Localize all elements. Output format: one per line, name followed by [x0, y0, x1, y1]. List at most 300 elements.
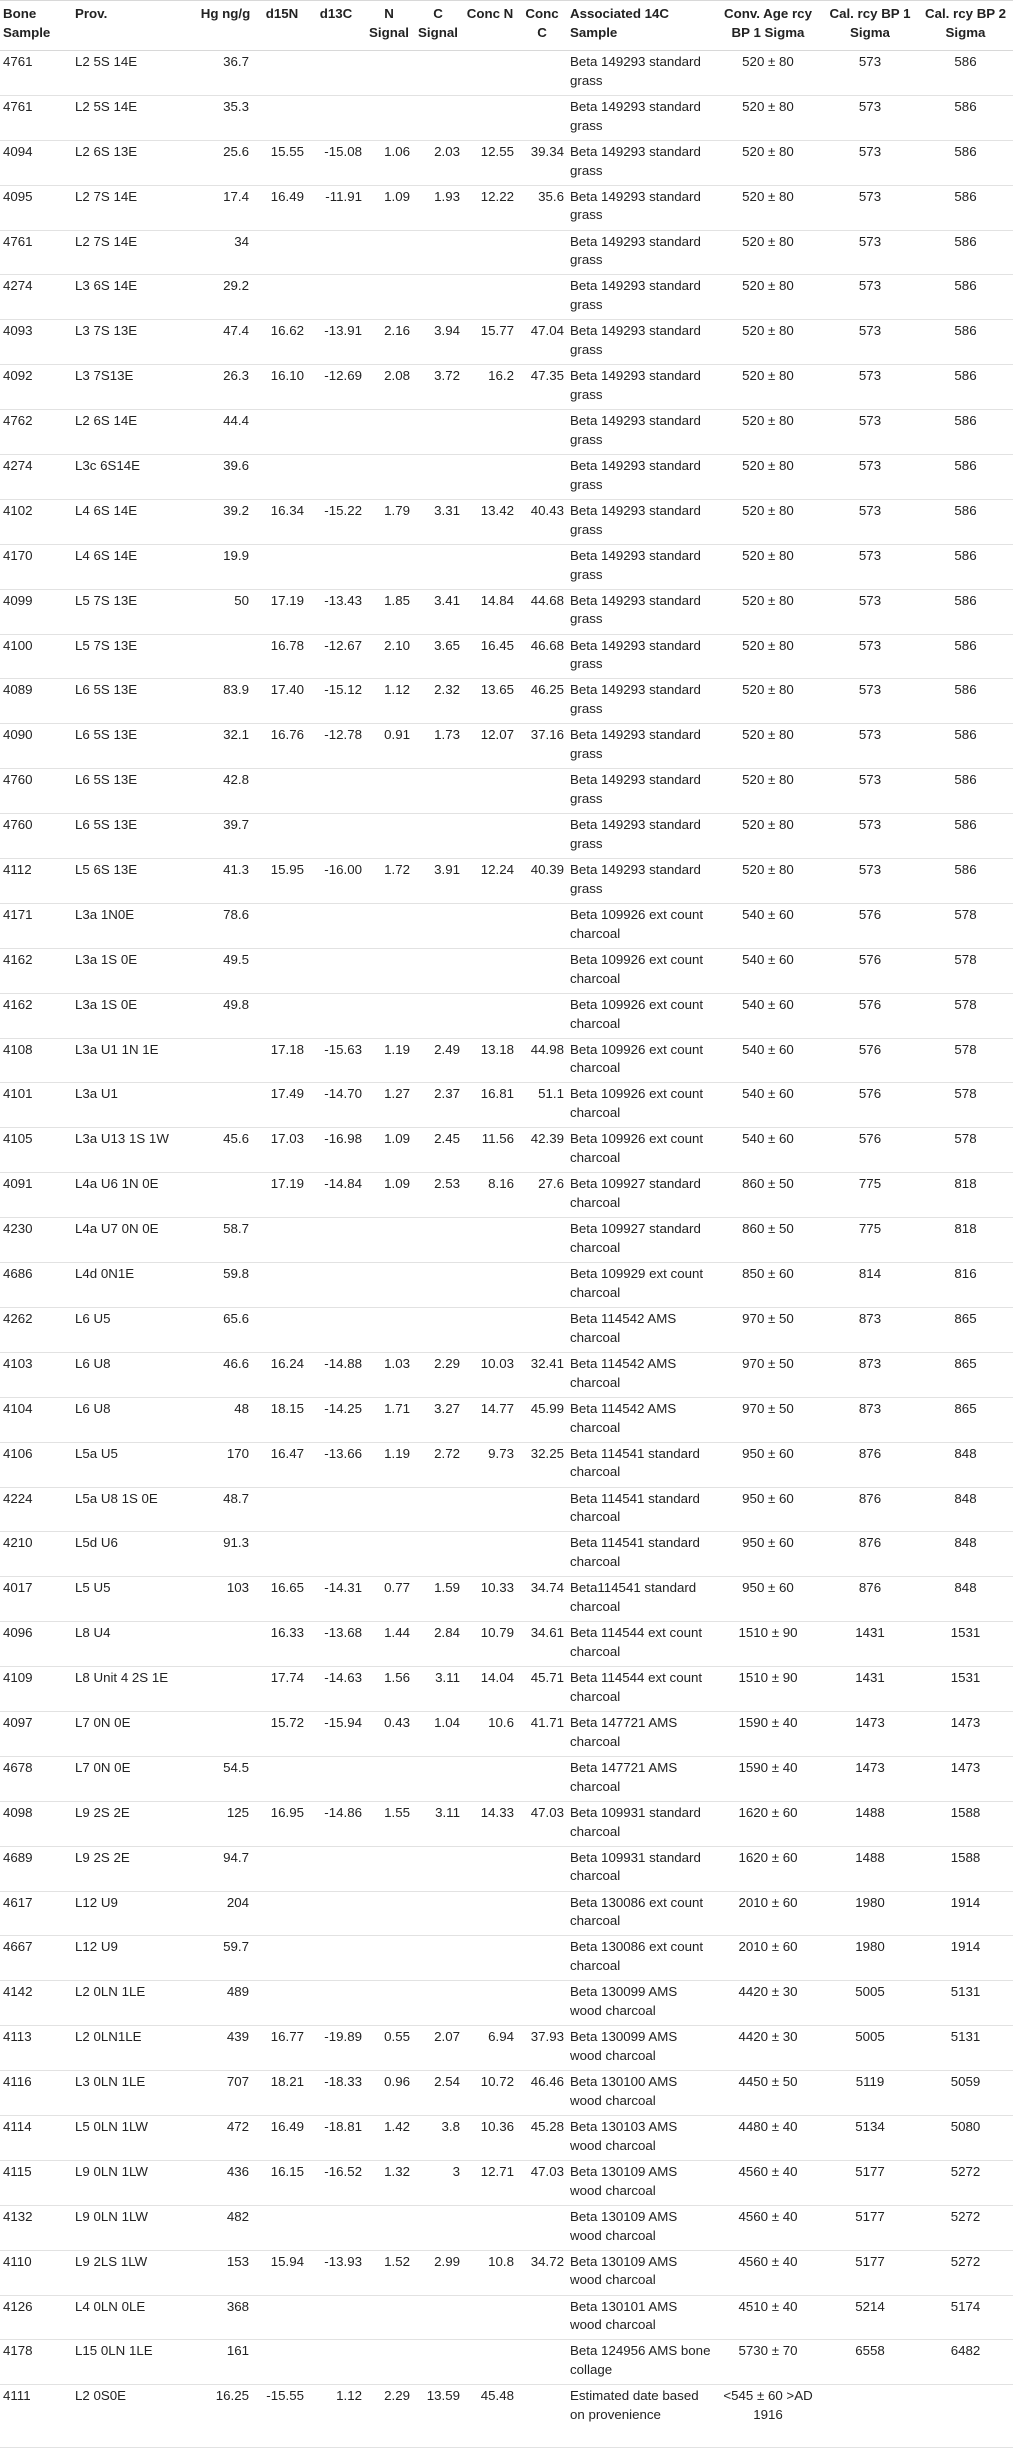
- cell-d15n: 16.65: [257, 1577, 307, 1622]
- cell-d13c: -13.43: [307, 589, 365, 634]
- cell-c-signal: 3.11: [413, 1801, 463, 1846]
- cell-n-signal: [365, 769, 413, 814]
- cell-n-signal: 1.32: [365, 2160, 413, 2205]
- cell-d13c: [307, 1936, 365, 1981]
- cell-conc-c: 46.25: [517, 679, 567, 724]
- cell-bone-sample: 4095: [0, 185, 72, 230]
- cell-cal-1sigma: 876: [822, 1442, 918, 1487]
- cell-associated-14c: Beta 109931 standard charcoal: [567, 1846, 714, 1891]
- cell-conc-c: [517, 1218, 567, 1263]
- cell-hg: 39.6: [194, 455, 257, 500]
- cell-hg: 439: [194, 2026, 257, 2071]
- cell-cal-1sigma: 873: [822, 1397, 918, 1442]
- cell-cal-2sigma: 865: [918, 1307, 1013, 1352]
- cell-bone-sample: 4094: [0, 140, 72, 185]
- cell-conv-age: 4560 ± 40: [714, 2160, 822, 2205]
- cell-conc-n: [463, 1891, 517, 1936]
- cell-bone-sample: 4099: [0, 589, 72, 634]
- cell-d13c: -12.78: [307, 724, 365, 769]
- cell-bone-sample: 4096: [0, 1622, 72, 1667]
- cell-conv-age: 520 ± 80: [714, 769, 822, 814]
- cell-cal-2sigma: 586: [918, 275, 1013, 320]
- cell-hg: [194, 1173, 257, 1218]
- cell-n-signal: 0.55: [365, 2026, 413, 2071]
- cell-n-signal: 0.43: [365, 1711, 413, 1756]
- cell-c-signal: [413, 1756, 463, 1801]
- cell-conc-n: 10.36: [463, 2115, 517, 2160]
- table-row: [0, 679, 1013, 724]
- cell-cal-2sigma: 586: [918, 769, 1013, 814]
- header-cal-1sigma: Cal. rcy BP 1 Sigma: [822, 1, 918, 51]
- cell-n-signal: 1.09: [365, 1173, 413, 1218]
- cell-c-signal: 2.03: [413, 140, 463, 185]
- cell-conv-age: 950 ± 60: [714, 1532, 822, 1577]
- cell-d13c: [307, 1218, 365, 1263]
- cell-conc-c: 45.28: [517, 2115, 567, 2160]
- cell-conc-c: [517, 1756, 567, 1801]
- cell-conv-age: 520 ± 80: [714, 410, 822, 455]
- cell-cal-1sigma: 873: [822, 1307, 918, 1352]
- cell-n-signal: 0.91: [365, 724, 413, 769]
- cell-hg: 46.6: [194, 1352, 257, 1397]
- cell-associated-14c: Beta 130101 AMS wood charcoal: [567, 2295, 714, 2340]
- cell-cal-1sigma: 1431: [822, 1622, 918, 1667]
- cell-d13c: -13.93: [307, 2250, 365, 2295]
- cell-hg: 170: [194, 1442, 257, 1487]
- cell-conv-age: 520 ± 80: [714, 679, 822, 724]
- cell-bone-sample: 4761: [0, 51, 72, 96]
- table-row: [0, 993, 1013, 1038]
- cell-d15n: 18.21: [257, 2071, 307, 2116]
- cell-cal-2sigma: 865: [918, 1352, 1013, 1397]
- cell-cal-1sigma: 573: [822, 275, 918, 320]
- cell-cal-2sigma: 848: [918, 1442, 1013, 1487]
- cell-associated-14c: Beta 114544 ext count charcoal: [567, 1667, 714, 1712]
- cell-associated-14c: Beta 114541 standard charcoal: [567, 1532, 714, 1577]
- cell-hg: 368: [194, 2295, 257, 2340]
- cell-d15n: 16.95: [257, 1801, 307, 1846]
- cell-hg: 45.6: [194, 1128, 257, 1173]
- cell-bone-sample: 4104: [0, 1397, 72, 1442]
- cell-d15n: [257, 1936, 307, 1981]
- cell-d15n: 16.47: [257, 1442, 307, 1487]
- cell-associated-14c: Beta 114541 standard charcoal: [567, 1442, 714, 1487]
- cell-hg: [194, 1083, 257, 1128]
- table-row: [0, 320, 1013, 365]
- cell-c-signal: 2.54: [413, 2071, 463, 2116]
- cell-conc-n: 12.22: [463, 185, 517, 230]
- cell-conc-c: 35.6: [517, 185, 567, 230]
- cell-d15n: [257, 275, 307, 320]
- cell-conc-c: [517, 544, 567, 589]
- cell-conv-age: 520 ± 80: [714, 230, 822, 275]
- cell-d15n: [257, 230, 307, 275]
- cell-conc-n: 10.6: [463, 1711, 517, 1756]
- cell-hg: 59.7: [194, 1936, 257, 1981]
- cell-cal-2sigma: 5272: [918, 2250, 1013, 2295]
- cell-conc-n: 10.03: [463, 1352, 517, 1397]
- cell-d13c: -19.89: [307, 2026, 365, 2071]
- cell-conc-c: 32.41: [517, 1352, 567, 1397]
- cell-conv-age: 860 ± 50: [714, 1218, 822, 1263]
- cell-prov: L9 2S 2E: [72, 1846, 194, 1891]
- cell-d15n: [257, 2205, 307, 2250]
- cell-bone-sample: 4162: [0, 948, 72, 993]
- cell-cal-2sigma: 5131: [918, 2026, 1013, 2071]
- cell-cal-2sigma: 578: [918, 948, 1013, 993]
- cell-hg: 36.7: [194, 51, 257, 96]
- cell-conc-n: [463, 814, 517, 859]
- table-row: [0, 1038, 1013, 1083]
- cell-d13c: [307, 455, 365, 500]
- cell-hg: 48.7: [194, 1487, 257, 1532]
- cell-conc-c: [517, 410, 567, 455]
- cell-associated-14c: Beta 149293 standard grass: [567, 275, 714, 320]
- cell-hg: 59.8: [194, 1263, 257, 1308]
- cell-conv-age: 520 ± 80: [714, 51, 822, 96]
- cell-conv-age: 520 ± 80: [714, 859, 822, 904]
- cell-n-signal: [365, 1532, 413, 1577]
- cell-conc-n: 10.72: [463, 2071, 517, 2116]
- cell-cal-1sigma: 573: [822, 185, 918, 230]
- cell-conv-age: 5730 ± 70: [714, 2340, 822, 2385]
- cell-conv-age: 540 ± 60: [714, 1083, 822, 1128]
- cell-prov: L5 0LN 1LW: [72, 2115, 194, 2160]
- cell-d15n: 15.55: [257, 140, 307, 185]
- cell-c-signal: 3: [413, 2160, 463, 2205]
- cell-conc-c: 51.1: [517, 1083, 567, 1128]
- cell-d13c: -14.25: [307, 1397, 365, 1442]
- cell-conc-c: [517, 275, 567, 320]
- cell-c-signal: [413, 1532, 463, 1577]
- cell-conv-age: 540 ± 60: [714, 948, 822, 993]
- cell-conv-age: 4560 ± 40: [714, 2250, 822, 2295]
- cell-conv-age: 950 ± 60: [714, 1487, 822, 1532]
- cell-cal-1sigma: 573: [822, 634, 918, 679]
- table-row: [0, 365, 1013, 410]
- cell-bone-sample: 4106: [0, 1442, 72, 1487]
- cell-conv-age: 520 ± 80: [714, 499, 822, 544]
- cell-associated-14c: Beta 124956 AMS bone collage: [567, 2340, 714, 2385]
- cell-conc-n: [463, 275, 517, 320]
- table-row: [0, 903, 1013, 948]
- cell-c-signal: [413, 95, 463, 140]
- cell-conc-c: 34.74: [517, 1577, 567, 1622]
- cell-conc-c: [517, 993, 567, 1038]
- cell-d15n: 16.78: [257, 634, 307, 679]
- cell-conv-age: 2010 ± 60: [714, 1891, 822, 1936]
- cell-d13c: [307, 230, 365, 275]
- cell-conc-c: 44.98: [517, 1038, 567, 1083]
- cell-prov: L9 0LN 1LW: [72, 2160, 194, 2205]
- cell-d15n: 16.10: [257, 365, 307, 410]
- cell-associated-14c: Beta 130086 ext count charcoal: [567, 1891, 714, 1936]
- cell-c-signal: [413, 1981, 463, 2026]
- cell-hg: 48: [194, 1397, 257, 1442]
- table-row: [0, 1577, 1013, 1622]
- cell-prov: L5 U5: [72, 1577, 194, 1622]
- cell-d15n: -15.55: [257, 2385, 307, 2448]
- cell-cal-1sigma: 814: [822, 1263, 918, 1308]
- cell-hg: 125: [194, 1801, 257, 1846]
- cell-d13c: -16.52: [307, 2160, 365, 2205]
- cell-associated-14c: Beta114541 standard charcoal: [567, 1577, 714, 1622]
- cell-c-signal: [413, 230, 463, 275]
- cell-bone-sample: 4115: [0, 2160, 72, 2205]
- cell-d13c: [307, 1487, 365, 1532]
- cell-d13c: [307, 1846, 365, 1891]
- table-row: [0, 1667, 1013, 1712]
- cell-d13c: [307, 1532, 365, 1577]
- header-bone-sample: Bone Sample: [0, 1, 72, 51]
- cell-hg: 16.25: [194, 2385, 257, 2448]
- cell-c-signal: [413, 814, 463, 859]
- cell-hg: [194, 1622, 257, 1667]
- cell-conc-n: 13.42: [463, 499, 517, 544]
- cell-cal-1sigma: 576: [822, 948, 918, 993]
- cell-n-signal: [365, 1487, 413, 1532]
- cell-d13c: [307, 1307, 365, 1352]
- table-row: [0, 859, 1013, 904]
- table-row: [0, 1711, 1013, 1756]
- table-row: [0, 948, 1013, 993]
- cell-conc-c: [517, 903, 567, 948]
- cell-d13c: [307, 814, 365, 859]
- cell-c-signal: 3.31: [413, 499, 463, 544]
- cell-hg: 39.2: [194, 499, 257, 544]
- cell-cal-1sigma: [822, 2385, 918, 2448]
- cell-conc-c: 45.99: [517, 1397, 567, 1442]
- cell-prov: L4d 0N1E: [72, 1263, 194, 1308]
- table-row: [0, 51, 1013, 96]
- cell-n-signal: [365, 95, 413, 140]
- cell-conc-c: 37.93: [517, 2026, 567, 2071]
- cell-d15n: [257, 903, 307, 948]
- cell-cal-2sigma: 5131: [918, 1981, 1013, 2026]
- cell-hg: [194, 1711, 257, 1756]
- cell-d15n: [257, 95, 307, 140]
- cell-c-signal: 13.59: [413, 2385, 463, 2448]
- cell-cal-1sigma: 5214: [822, 2295, 918, 2340]
- cell-n-signal: [365, 275, 413, 320]
- header-d13c: d13C: [307, 1, 365, 51]
- cell-conc-n: 16.2: [463, 365, 517, 410]
- cell-cal-1sigma: 576: [822, 1038, 918, 1083]
- cell-d15n: [257, 51, 307, 96]
- cell-bone-sample: 4667: [0, 1936, 72, 1981]
- cell-conc-n: [463, 1936, 517, 1981]
- cell-conc-c: [517, 455, 567, 500]
- cell-associated-14c: Beta 109927 standard charcoal: [567, 1218, 714, 1263]
- cell-d15n: 16.49: [257, 2115, 307, 2160]
- cell-bone-sample: 4262: [0, 1307, 72, 1352]
- cell-prov: L4a U7 0N 0E: [72, 1218, 194, 1263]
- cell-n-signal: 1.79: [365, 499, 413, 544]
- cell-cal-2sigma: 586: [918, 814, 1013, 859]
- cell-associated-14c: Beta 149293 standard grass: [567, 95, 714, 140]
- cell-bone-sample: 4689: [0, 1846, 72, 1891]
- table-row: [0, 2026, 1013, 2071]
- cell-hg: 489: [194, 1981, 257, 2026]
- cell-conc-n: 10.33: [463, 1577, 517, 1622]
- cell-conc-n: [463, 1981, 517, 2026]
- cell-c-signal: 2.29: [413, 1352, 463, 1397]
- cell-d13c: [307, 993, 365, 1038]
- cell-n-signal: [365, 2205, 413, 2250]
- cell-d13c: -18.81: [307, 2115, 365, 2160]
- cell-n-signal: [365, 2295, 413, 2340]
- cell-cal-1sigma: 876: [822, 1577, 918, 1622]
- cell-conv-age: 520 ± 80: [714, 814, 822, 859]
- cell-c-signal: 3.27: [413, 1397, 463, 1442]
- cell-prov: L3a 1S 0E: [72, 948, 194, 993]
- cell-prov: L3a 1N0E: [72, 903, 194, 948]
- table-row: [0, 2115, 1013, 2160]
- cell-hg: 103: [194, 1577, 257, 1622]
- cell-c-signal: 2.37: [413, 1083, 463, 1128]
- cell-conc-n: [463, 2340, 517, 2385]
- cell-conv-age: <545 ± 60 >AD 1916: [714, 2385, 822, 2448]
- table-row: [0, 455, 1013, 500]
- cell-cal-2sigma: 586: [918, 455, 1013, 500]
- cell-conv-age: 520 ± 80: [714, 275, 822, 320]
- cell-cal-1sigma: 873: [822, 1352, 918, 1397]
- cell-conv-age: 520 ± 80: [714, 634, 822, 679]
- table-row: [0, 814, 1013, 859]
- cell-d15n: 16.77: [257, 2026, 307, 2071]
- cell-d15n: 16.76: [257, 724, 307, 769]
- cell-prov: L3a U13 1S 1W: [72, 1128, 194, 1173]
- cell-conc-n: 8.16: [463, 1173, 517, 1218]
- cell-prov: L2 0LN 1LE: [72, 1981, 194, 2026]
- cell-c-signal: 3.8: [413, 2115, 463, 2160]
- cell-d15n: 16.49: [257, 185, 307, 230]
- cell-conc-n: 6.94: [463, 2026, 517, 2071]
- cell-conc-n: 45.48: [463, 2385, 517, 2448]
- cell-c-signal: 3.11: [413, 1667, 463, 1712]
- cell-d15n: 16.24: [257, 1352, 307, 1397]
- cell-hg: 47.4: [194, 320, 257, 365]
- cell-c-signal: 2.84: [413, 1622, 463, 1667]
- table-row: [0, 2250, 1013, 2295]
- cell-associated-14c: Beta 149293 standard grass: [567, 365, 714, 410]
- header-conv-age: Conv. Age rcy BP 1 Sigma: [714, 1, 822, 51]
- cell-hg: 19.9: [194, 544, 257, 589]
- cell-cal-1sigma: 1473: [822, 1711, 918, 1756]
- cell-conc-n: [463, 51, 517, 96]
- cell-associated-14c: Beta 109929 ext count charcoal: [567, 1263, 714, 1308]
- cell-conc-n: [463, 1218, 517, 1263]
- cell-conv-age: 520 ± 80: [714, 589, 822, 634]
- cell-d13c: -12.67: [307, 634, 365, 679]
- table-row: [0, 1891, 1013, 1936]
- cell-conc-c: 44.68: [517, 589, 567, 634]
- cell-prov: L8 Unit 4 2S 1E: [72, 1667, 194, 1712]
- table-row: [0, 2340, 1013, 2385]
- cell-bone-sample: 4093: [0, 320, 72, 365]
- cell-d13c: -14.86: [307, 1801, 365, 1846]
- cell-associated-14c: Beta 114542 AMS charcoal: [567, 1307, 714, 1352]
- cell-conc-c: 34.61: [517, 1622, 567, 1667]
- cell-hg: 472: [194, 2115, 257, 2160]
- cell-conv-age: 1620 ± 60: [714, 1846, 822, 1891]
- cell-cal-2sigma: 586: [918, 410, 1013, 455]
- cell-hg: 54.5: [194, 1756, 257, 1801]
- cell-c-signal: [413, 903, 463, 948]
- cell-conv-age: 520 ± 80: [714, 365, 822, 410]
- cell-conv-age: 970 ± 50: [714, 1307, 822, 1352]
- cell-bone-sample: 4686: [0, 1263, 72, 1308]
- cell-n-signal: [365, 1936, 413, 1981]
- cell-prov: L2 7S 14E: [72, 230, 194, 275]
- table-row: [0, 1936, 1013, 1981]
- cell-conv-age: 540 ± 60: [714, 1128, 822, 1173]
- cell-cal-1sigma: 775: [822, 1218, 918, 1263]
- table-row: [0, 499, 1013, 544]
- cell-hg: 91.3: [194, 1532, 257, 1577]
- cell-c-signal: [413, 1891, 463, 1936]
- cell-d15n: [257, 1532, 307, 1577]
- cell-cal-2sigma: 586: [918, 51, 1013, 96]
- header-row: [0, 1, 1013, 51]
- table-row: [0, 275, 1013, 320]
- cell-cal-1sigma: 573: [822, 95, 918, 140]
- cell-conc-n: 14.77: [463, 1397, 517, 1442]
- cell-cal-2sigma: 865: [918, 1397, 1013, 1442]
- cell-cal-1sigma: 573: [822, 769, 918, 814]
- cell-n-signal: [365, 1891, 413, 1936]
- cell-associated-14c: Beta 130086 ext count charcoal: [567, 1936, 714, 1981]
- cell-prov: L3 6S 14E: [72, 275, 194, 320]
- cell-associated-14c: Beta 130109 AMS wood charcoal: [567, 2250, 714, 2295]
- cell-d15n: [257, 814, 307, 859]
- cell-cal-2sigma: 1914: [918, 1936, 1013, 1981]
- cell-cal-2sigma: [918, 2385, 1013, 2448]
- cell-conc-n: 14.04: [463, 1667, 517, 1712]
- cell-conc-c: 40.39: [517, 859, 567, 904]
- cell-c-signal: 2.07: [413, 2026, 463, 2071]
- cell-bone-sample: 4109: [0, 1667, 72, 1712]
- cell-prov: L4a U6 1N 0E: [72, 1173, 194, 1218]
- cell-prov: L15 0LN 1LE: [72, 2340, 194, 2385]
- cell-cal-2sigma: 586: [918, 499, 1013, 544]
- cell-conc-c: 47.35: [517, 365, 567, 410]
- cell-n-signal: 1.09: [365, 1128, 413, 1173]
- cell-associated-14c: Beta 130100 AMS wood charcoal: [567, 2071, 714, 2116]
- cell-cal-2sigma: 586: [918, 140, 1013, 185]
- cell-conc-n: 14.33: [463, 1801, 517, 1846]
- cell-hg: 25.6: [194, 140, 257, 185]
- cell-cal-2sigma: 1588: [918, 1846, 1013, 1891]
- cell-cal-1sigma: 576: [822, 903, 918, 948]
- cell-cal-2sigma: 586: [918, 320, 1013, 365]
- cell-bone-sample: 4097: [0, 1711, 72, 1756]
- cell-conc-n: [463, 1756, 517, 1801]
- cell-cal-2sigma: 5272: [918, 2160, 1013, 2205]
- cell-prov: L2 0LN1LE: [72, 2026, 194, 2071]
- cell-hg: 161: [194, 2340, 257, 2385]
- cell-conv-age: 4560 ± 40: [714, 2205, 822, 2250]
- cell-conv-age: 1510 ± 90: [714, 1622, 822, 1667]
- cell-n-signal: 0.77: [365, 1577, 413, 1622]
- cell-conc-c: [517, 2295, 567, 2340]
- cell-conc-n: 10.8: [463, 2250, 517, 2295]
- cell-conc-c: [517, 948, 567, 993]
- cell-conc-n: [463, 1532, 517, 1577]
- cell-n-signal: [365, 948, 413, 993]
- cell-cal-2sigma: 578: [918, 993, 1013, 1038]
- cell-conc-c: 37.16: [517, 724, 567, 769]
